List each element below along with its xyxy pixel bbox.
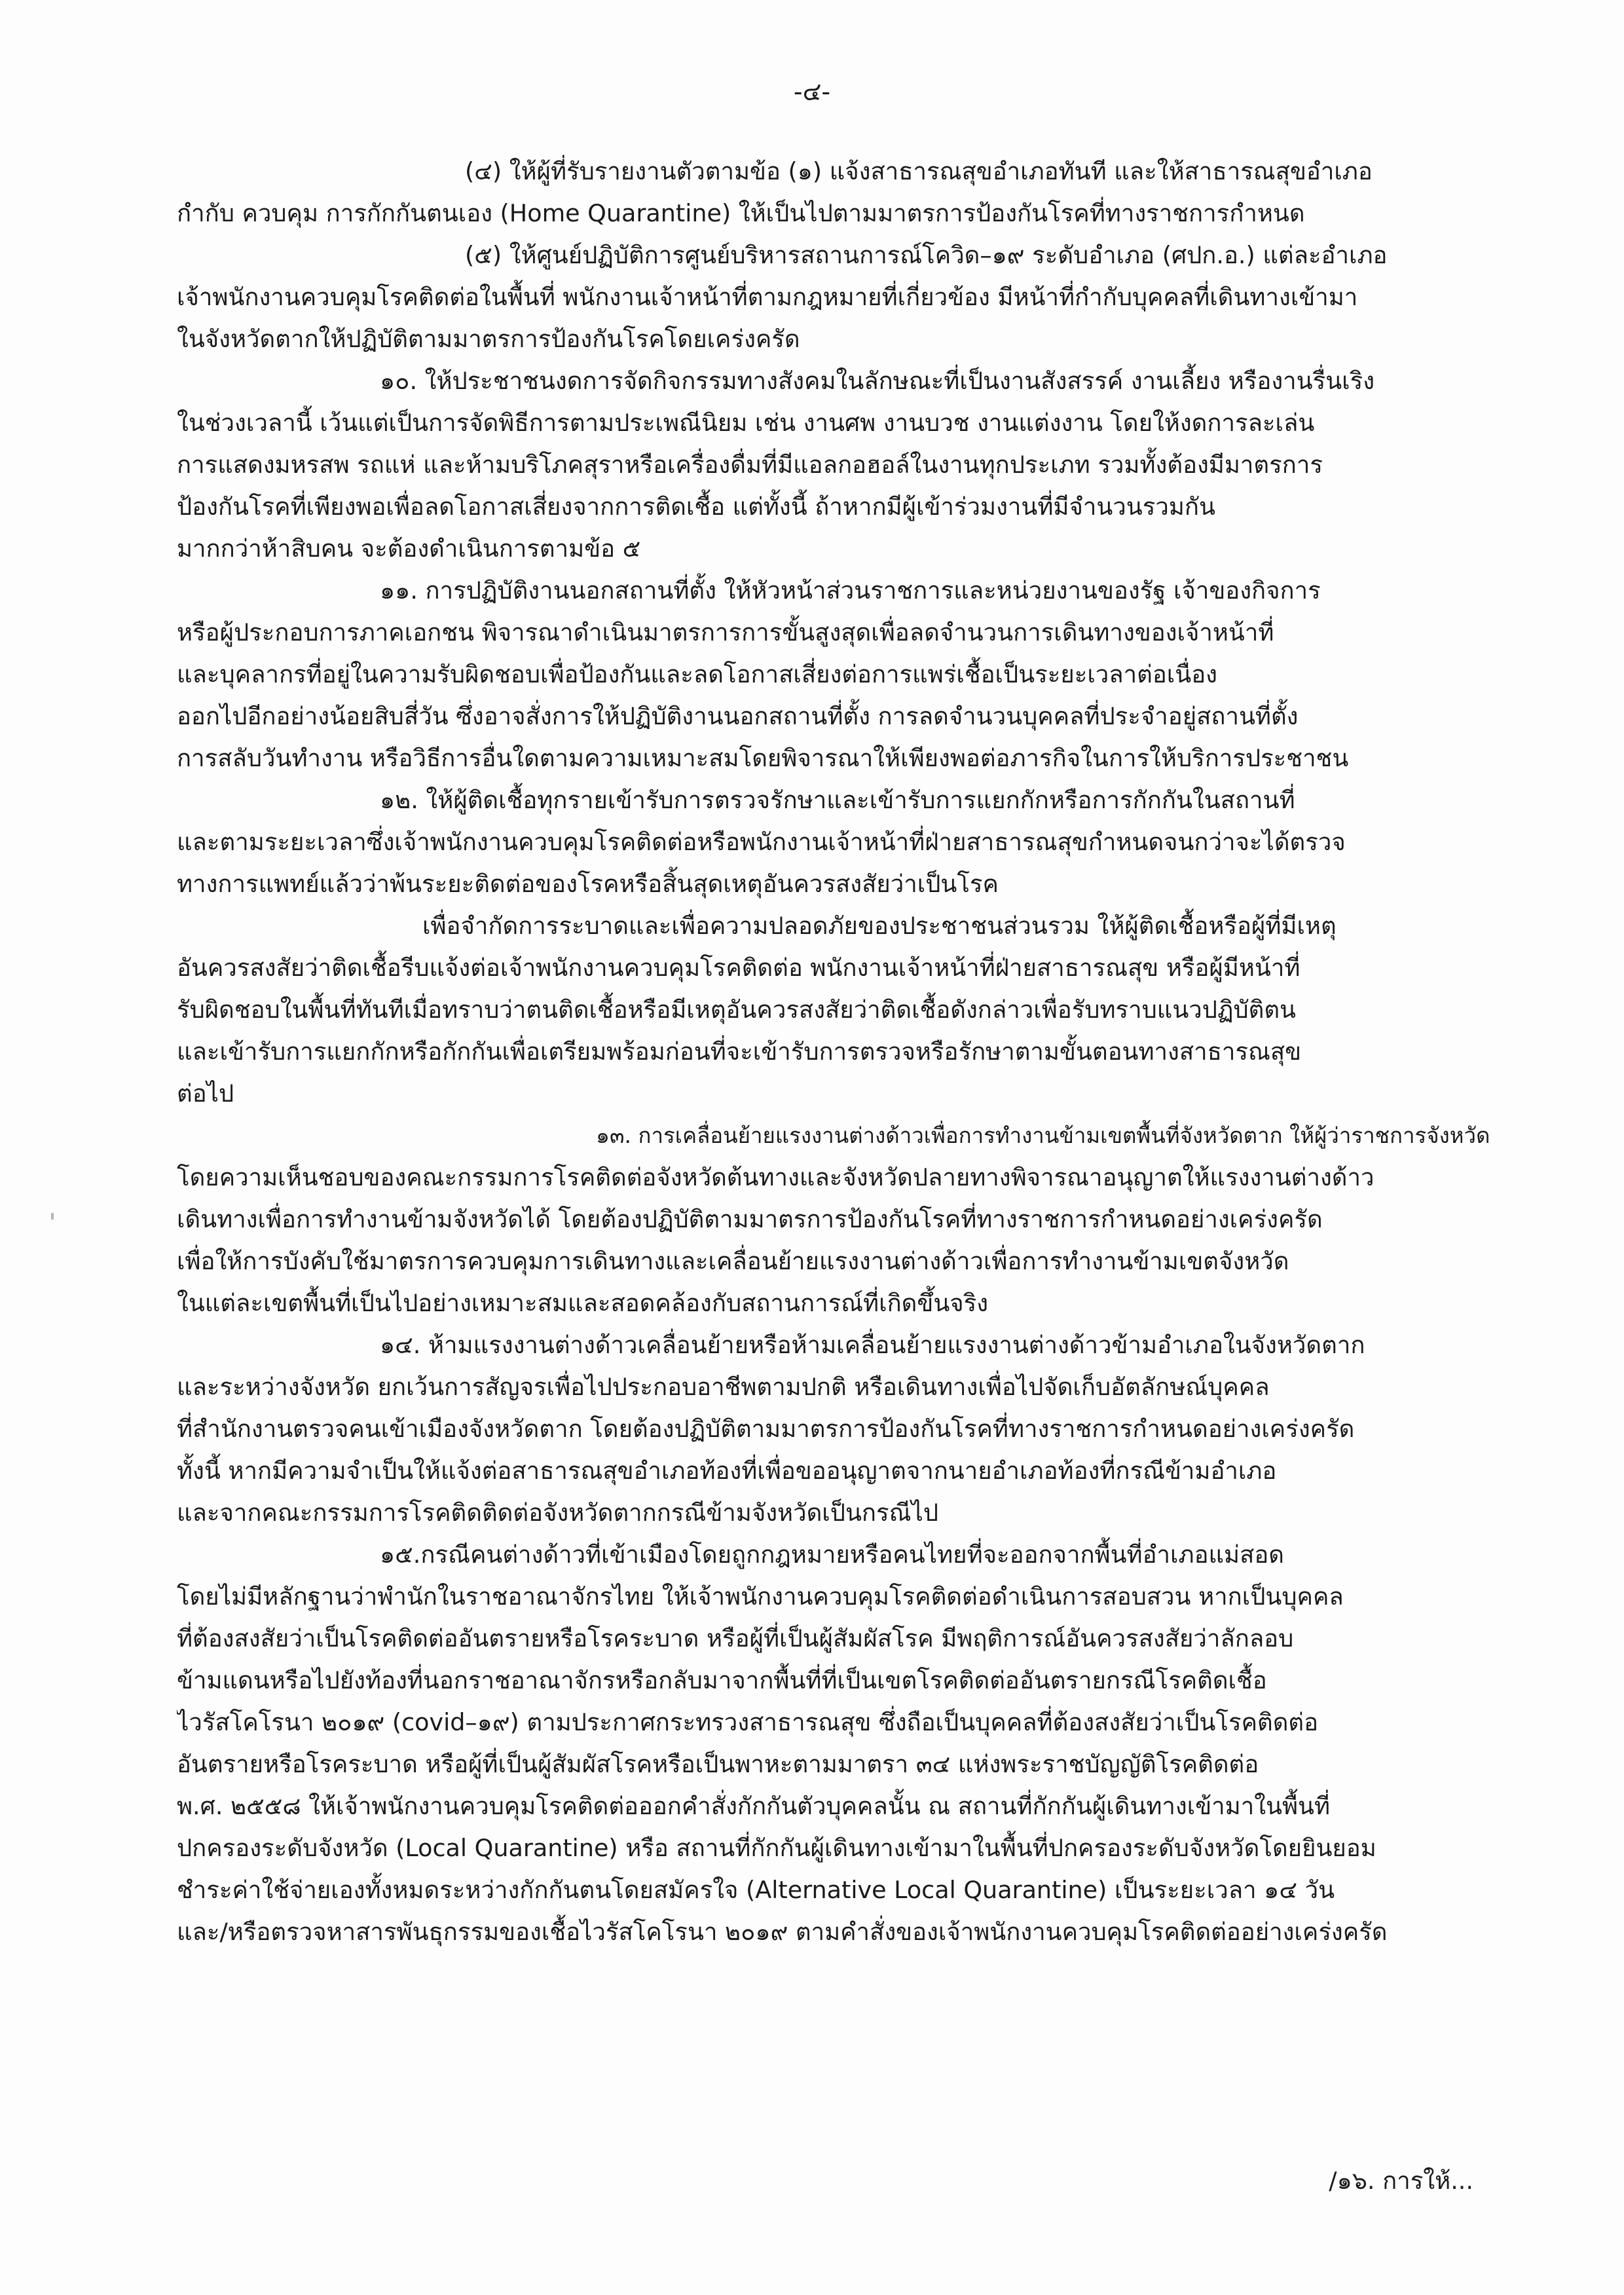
text-line: ปกครองระดับจังหวัด (Local Quarantine) หรือ สถานที่กักกันผู้เดินทางเข้ามาในพื้นที่ปกครองระดับจังหวัดโดยยินยอม (177, 1834, 1376, 1862)
text-line: ในช่วงเวลานี้ เว้นแต่เป็นการจัดพิธีการตามประเพณีนิยม เช่น งานศพ งานบวช งานแต่งงาน โดยให้งดการละเล่น (177, 409, 1315, 437)
continuation-marker: /๑๖. การให้... (1329, 2167, 1473, 2195)
paragraph-item-14 (177, 1324, 1493, 1534)
text-line: เจ้าพนักงานควบคุมโรคติดต่อในพื้นที่ พนักงานเจ้าหน้าที่ตามกฎหมายที่เกี่ยวข้อง มีหน้าที่กำกับบุคคลที่เดินทางเข้ามา (177, 283, 1358, 311)
text-line: และ/หรือตรวจหาสารพันธุกรรมของเชื้อไวรัสโคโรนา ๒๐๑๙ ตามคำสั่งของเจ้าพนักงานควบคุมโรคติดต่ออย่างเคร่งครัด (177, 1918, 1388, 1946)
text-line: ทั้งนี้ หากมีความจำเป็นให้แจ้งต่อสาธารณสุขอำเภอท้องที่เพื่อขออนุญาตจากนายอำเภอท้องที่กรณีข้ามอำเภอ (177, 1457, 1277, 1485)
text-line: มากกว่าห้าสิบคน จะต้องดำเนินการตามข้อ ๕ (177, 534, 641, 563)
text-line: ชำระค่าใช้จ่ายเองทั้งหมดระหว่างกักกันตนโดยสมัครใจ (Alternative Local Quarantine) เป็นระยะเวลา ๑๔ วัน (177, 1876, 1335, 1904)
text-line: พ.ศ. ๒๕๕๘ ให้เจ้าพนักงานควบคุมโรคติดต่อออกคำสั่งกักกันตัวบุคคลนั้น ณ สถานที่กักกันผู้เดินทางเข้ามาในพื้นที่ (177, 1792, 1331, 1820)
paragraph-item-12-continued (177, 905, 1493, 1115)
text-line: ๑๒. ให้ผู้ติดเชื้อทุกรายเข้ารับการตรวจรักษาและเข้ารับการแยกกักหรือการกักกันในสถานที่ (380, 786, 1295, 814)
text-line: ๑๓. การเคลื่อนย้ายแรงงานต่างด้าวเพื่อการทำงานข้ามเขตพื้นที่จังหวัดตาก ให้ผู้ว่าราชการจังหวัด (596, 1123, 1490, 1148)
page-number: -๔- (793, 77, 831, 106)
text-line: ในแต่ละเขตพื้นที่เป็นไปอย่างเหมาะสมและสอดคล้องกับสถานการณ์ที่เกิดขึ้นจริง (177, 1289, 989, 1317)
paragraph-item-10 (177, 360, 1493, 570)
text-line: และระหว่างจังหวัด ยกเว้นการสัญจรเพื่อไปประกอบอาชีพตามปกติ หรือเดินทางเพื่อไปจัดเก็บอัตลักษณ์บุคคล (177, 1373, 1270, 1401)
paragraph-clause-4 (177, 151, 1493, 234)
text-line: ๑๑. การปฏิบัติงานนอกสถานที่ตั้ง ให้หัวหน้าส่วนราชการและหน่วยงานของรัฐ เจ้าของกิจการ (380, 576, 1321, 605)
document-body (177, 151, 1493, 1953)
text-line: การสลับวันทำงาน หรือวิธีการอื่นใดตามความเหมาะสมโดยพิจารณาให้เพียงพอต่อภารกิจในการให้บริการประชาชน (177, 744, 1349, 772)
text-line: ๑๕.กรณีคนต่างด้าวที่เข้าเมืองโดยถูกกฎหมายหรือคนไทยที่จะออกจากพื้นที่อำเภอแม่สอด (380, 1540, 1284, 1569)
text-line: เดินทางเพื่อการทำงานข้ามจังหวัดได้ โดยต้องปฏิบัติตามมาตรการป้องกันโรคที่ทางราชการกำหนดอย่างเคร่งครัด (177, 1205, 1323, 1233)
paragraph-item-12 (177, 779, 1493, 905)
text-line: ในจังหวัดตากให้ปฏิบัติตามมาตรการป้องกันโรคโดยเคร่งครัด (177, 325, 800, 353)
text-line: หรือผู้ประกอบการภาคเอกชน พิจารณาดำเนินมาตรการการขั้นสูงสุดเพื่อลดจำนวนการเดินทางของเจ้าหน้าที่ (177, 618, 1274, 646)
text-line: ป้องกันโรคที่เพียงพอเพื่อลดโอกาสเสี่ยงจากการติดเชื้อ แต่ทั้งนี้ ถ้าหากมีผู้เข้าร่วมงานที่มีจำนวนรวมกัน (177, 493, 1215, 521)
paragraph-clause-5 (177, 234, 1493, 360)
text-line: ไวรัสโคโรนา ๒๐๑๙ (covid–๑๙) ตามประกาศกระทรวงสาธารณสุข ซึ่งถือเป็นบุคคลที่ต้องสงสัยว่าเป็นโรคติดต่อ (177, 1708, 1319, 1736)
text-line: ทางการแพทย์แล้วว่าพ้นระยะติดต่อของโรคหรือสิ้นสุดเหตุอันควรสงสัยว่าเป็นโรค (177, 870, 999, 898)
text-line: โดยไม่มีหลักฐานว่าพำนักในราชอาณาจักรไทย ให้เจ้าพนักงานควบคุมโรคติดต่อดำเนินการสอบสวน หากเป็นบุคคล (177, 1582, 1344, 1611)
text-line: การแสดงมหรสพ รถแห่ และห้ามบริโภคสุราหรือเครื่องดื่มที่มีแอลกอฮอล์ในงานทุกประเภท รวมทั้งต้องมีมาตรการ (177, 451, 1323, 479)
paragraph-item-15 (177, 1534, 1493, 1953)
text-line: ต่อไป (177, 1079, 234, 1108)
text-line: ที่สำนักงานตรวจคนเข้าเมืองจังหวัดตาก โดยต้องปฏิบัติตามมาตรการป้องกันโรคที่ทางราชการกำหนดอย่างเคร่งครัด (177, 1415, 1355, 1443)
text-line: (๔) ให้ผู้ที่รับรายงานตัวตามข้อ (๑) แจ้งสาธารณสุขอำเภอทันที และให้สาธารณสุขอำเภอ (465, 157, 1373, 185)
text-line: โดยความเห็นชอบของคณะกรรมการโรคติดต่อจังหวัดต้นทางและจังหวัดปลายทางพิจารณาอนุญาตให้แรงงานต่างด้าว (177, 1163, 1375, 1191)
text-line: ที่ต้องสงสัยว่าเป็นโรคติดต่ออันตรายหรือโรคระบาด หรือผู้ที่เป็นผู้สัมผัสโรค มีพฤติการณ์อันควรสงสัยว่าลักลอบ (177, 1624, 1294, 1652)
text-line: (๕) ให้ศูนย์ปฏิบัติการศูนย์บริหารสถานการณ์โควิด–๑๙ ระดับอำเภอ (ศปก.อ.) แต่ละอำเภอ (465, 241, 1388, 269)
text-line: และตามระยะเวลาซึ่งเจ้าพนักงานควบคุมโรคติดต่อหรือพนักงานเจ้าหน้าที่ฝ่ายสาธารณสุขกำหนดจนกว่าจะได้ตรวจ (177, 828, 1346, 856)
text-line: ข้ามแดนหรือไปยังท้องที่นอกราชอาณาจักรหรือกลับมาจากพื้นที่ที่เป็นเขตโรคติดต่ออันตรายกรณีโรคติดเชื้อ (177, 1666, 1267, 1694)
text-line: และบุคลากรที่อยู่ในความรับผิดชอบเพื่อป้องกันและลดโอกาสเสี่ยงต่อการแพร่เชื้อเป็นระยะเวลาต่อเนื่อง (177, 660, 1217, 688)
text-line: ๑๐. ให้ประชาชนงดการจัดกิจกรรมทางสังคมในลักษณะที่เป็นงานสังสรรค์ งานเลี้ยง หรืองานรื่นเริง (380, 367, 1375, 395)
text-line: และจากคณะกรรมการโรคติดติดต่อจังหวัดตากกรณีข้ามจังหวัดเป็นกรณีไป (177, 1499, 938, 1527)
text-line: ๑๔. ห้ามแรงงานต่างด้าวเคลื่อนย้ายหรือห้ามเคลื่อนย้ายแรงงานต่างด้าวข้ามอำเภอในจังหวัดตาก (380, 1331, 1365, 1359)
text-line: อันตรายหรือโรคระบาด หรือผู้ที่เป็นผู้สัมผัสโรคหรือเป็นพาหะตามมาตรา ๓๔ แห่งพระราชบัญญัติโรคติดต่อ (177, 1750, 1259, 1778)
text-line: อันควรสงสัยว่าติดเชื้อรีบแจ้งต่อเจ้าพนักงานควบคุมโรคติดต่อ พนักงานเจ้าหน้าที่ฝ่ายสาธารณสุข หรือผู้มีหน้าที่ (177, 954, 1301, 982)
paragraph-item-13 (177, 1115, 1493, 1324)
text-line: เพื่อจำกัดการระบาดและเพื่อความปลอดภัยของประชาชนส่วนรวม ให้ผู้ติดเชื้อหรือผู้ที่มีเหตุ (422, 912, 1337, 940)
text-line: เพื่อให้การบังคับใช้มาตรการควบคุมการเดินทางและเคลื่อนย้ายแรงงานต่างด้าวเพื่อการทำงานข้ามเขตจังหวัด (177, 1247, 1289, 1275)
scan-speck (51, 1213, 54, 1220)
text-line: กำกับ ควบคุม การกักกันตนเอง (Home Quarantine) ให้เป็นไปตามมาตรการป้องกันโรคที่ทางราชการกำหนด (177, 199, 1305, 227)
text-line: ออกไปอีกอย่างน้อยสิบสี่วัน ซึ่งอาจสั่งการให้ปฏิบัติงานนอกสถานที่ตั้ง การลดจำนวนบุคคลที่ประจำอยู่สถานที่ตั้ง (177, 702, 1299, 730)
paragraph-item-11 (177, 570, 1493, 779)
text-line: รับผิดชอบในพื้นที่ทันทีเมื่อทราบว่าตนติดเชื้อหรือมีเหตุอันควรสงสัยว่าติดเชื้อดังกล่าวเพื่อรับทราบแนวปฏิบัติตน (177, 996, 1296, 1024)
text-line: และเข้ารับการแยกกักหรือกักกันเพื่อเตรียมพร้อมก่อนที่จะเข้ารับการตรวจหรือรักษาตามขั้นตอนทางสาธารณสุข (177, 1037, 1302, 1066)
